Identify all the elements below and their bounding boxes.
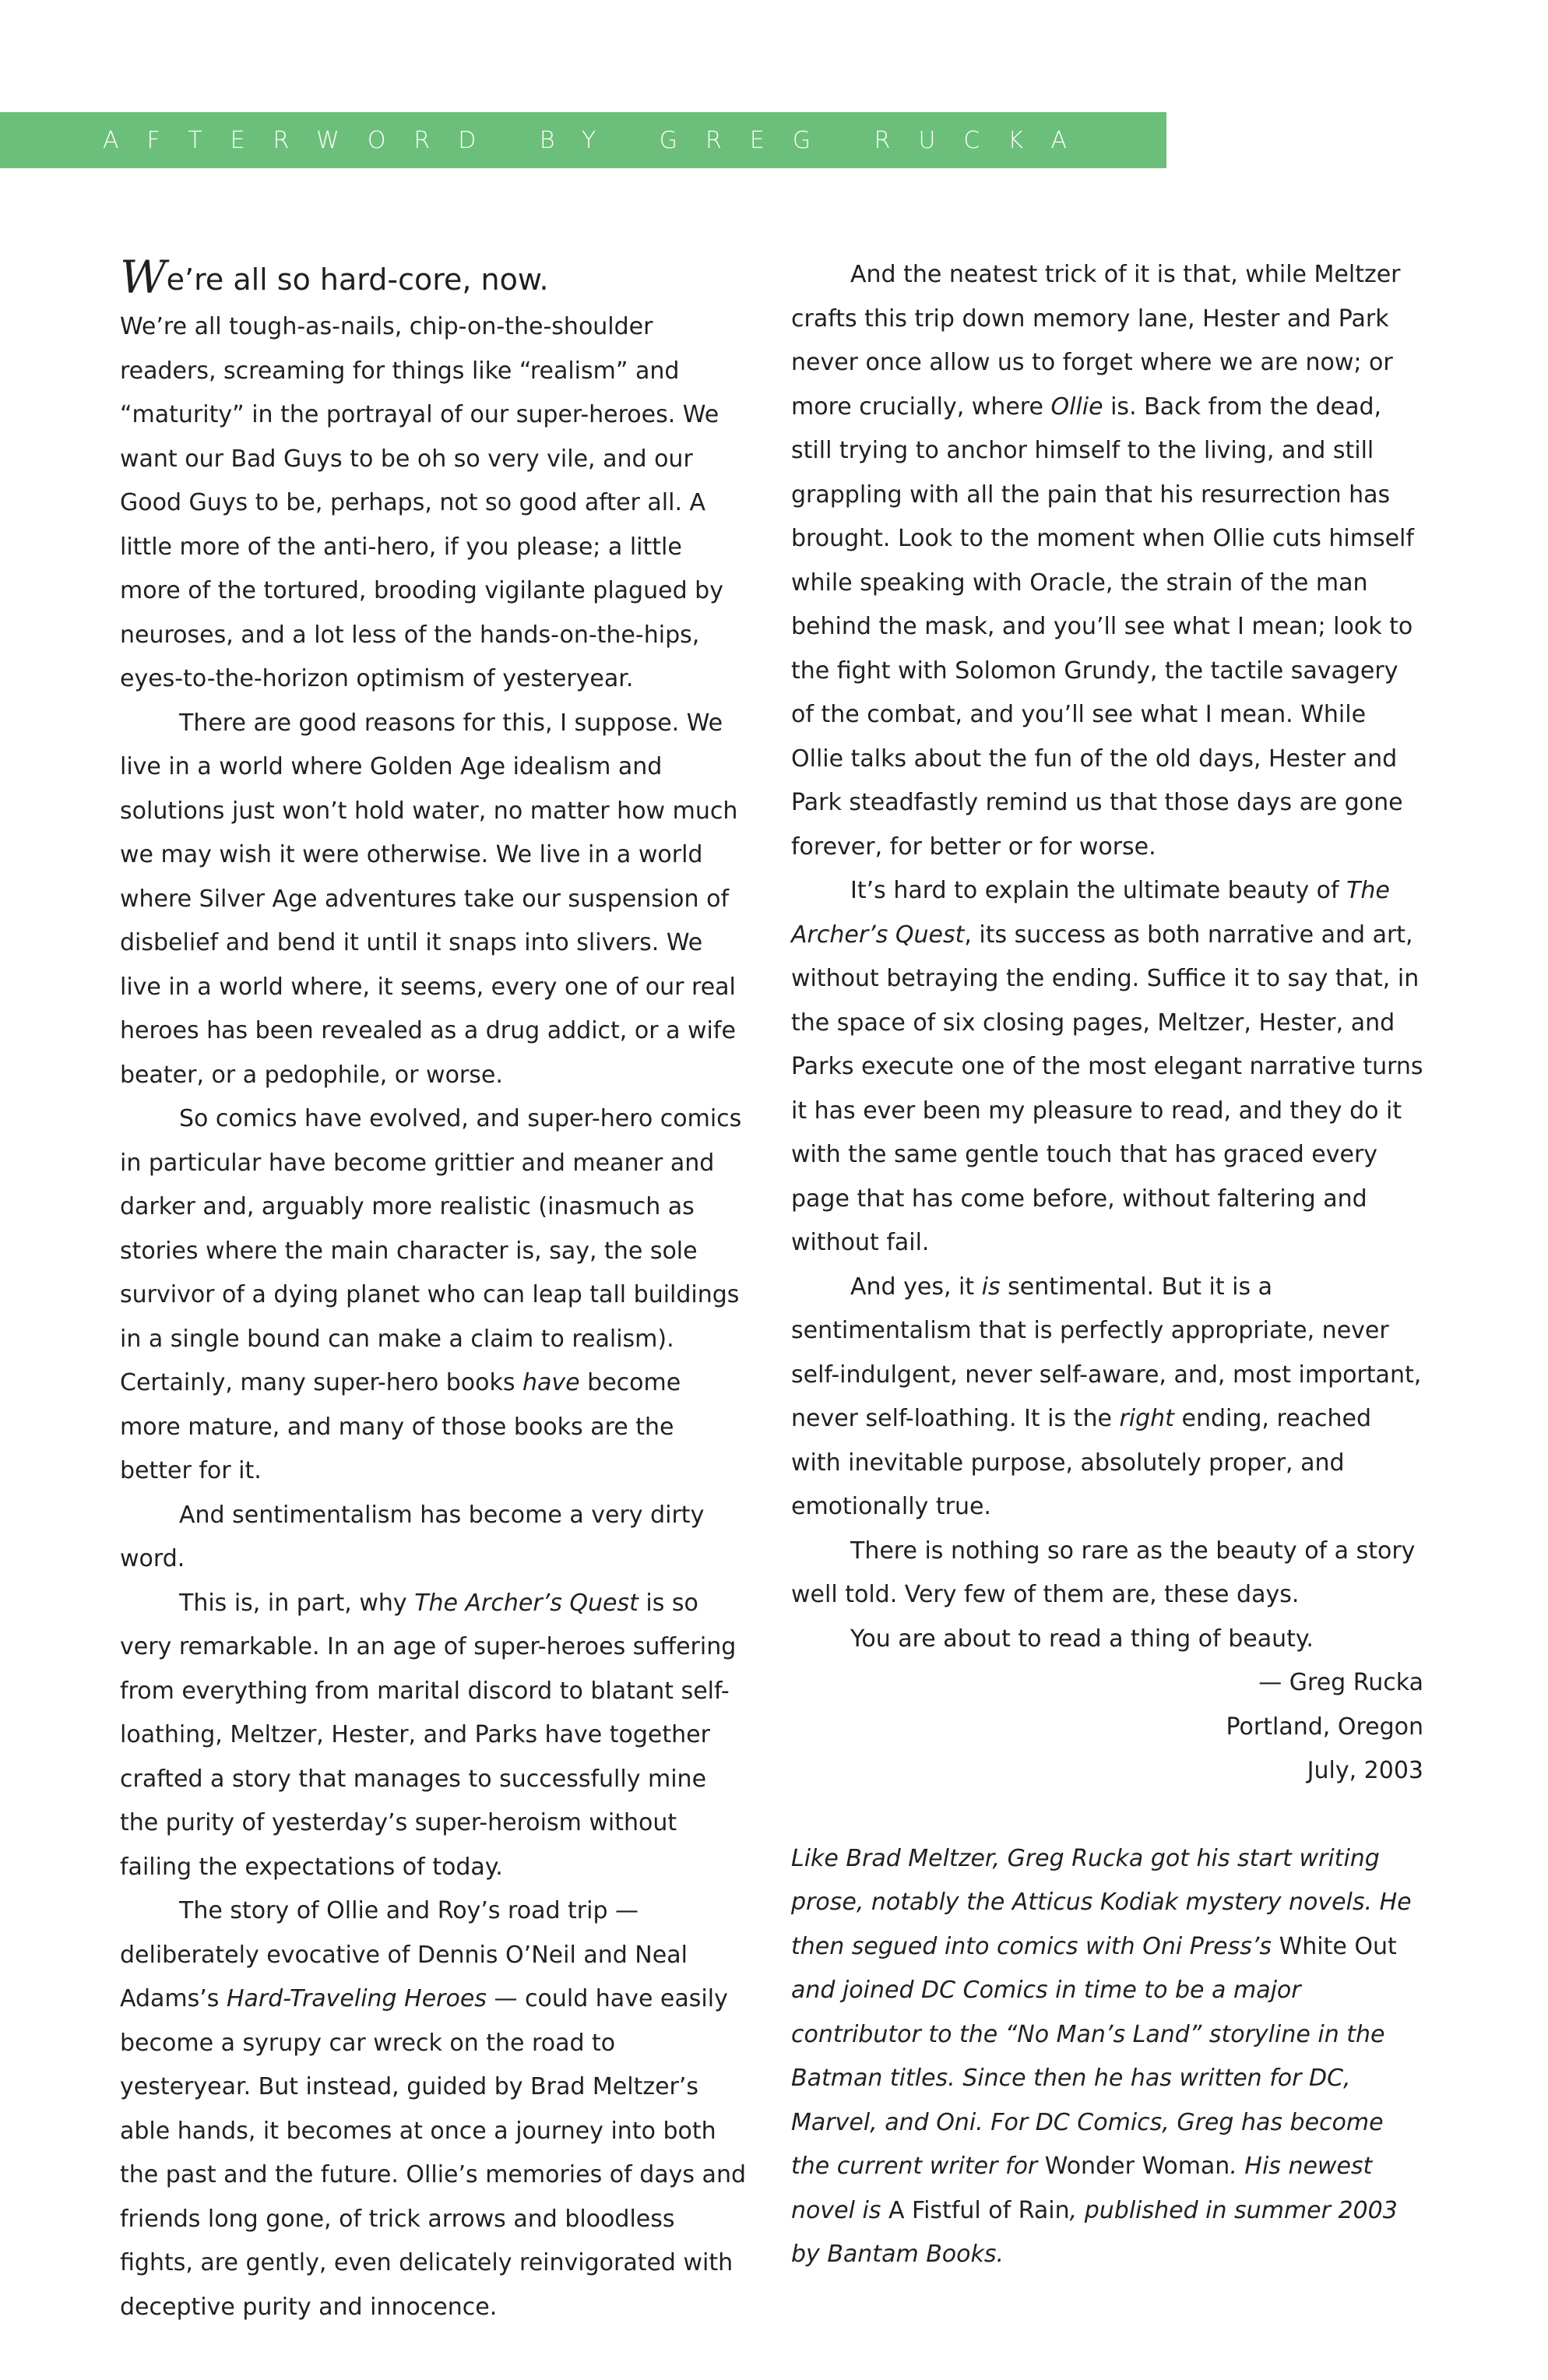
paragraph: There is nothing so rare as the beauty of a story well told. Very few of them are, these days. [791,1537,1416,1608]
opening-line-text: e’re all so hard-core, now. [166,262,549,297]
paragraph: This is, in part, why The Archer’s Quest is so very remarkable. In an age of super-heroes suffering from everything from marital discord to blatant self-loathing, Meltzer, Hester, and Parks have together crafted a story that manages to successfully mine the purity of yesterday’s super-heroism without failing the expectations of today. [120,1589,737,1881]
opening-line [120,253,748,304]
paragraph: So comics have evolved, and super-hero comics in particular have become grittier and meaner and darker and, arguably more realistic (inasmuch as stories where the main character is, say, the sole survivor of a dying planet who can leap tall buildings in a single bound can make a claim to realism). Certainly, many super-hero books have become more mature, and many of those books are the better for it. [120,1105,742,1484]
paragraph: It’s hard to explain the ultimate beauty of The Archer’s Quest, its success as both narrative and art, without betraying the ending. Suffice it to say that, in the space of six closing pages, Meltzer, Hester, and Parks execute one of the most elegant narrative turns it has ever been my pleasure to read, and they do it with the same gentle touch that has graced every page that has come before, without faltering and without fail. [791,877,1423,1256]
right-text-column [791,253,1423,2277]
left-text-column [120,253,748,2329]
paragraph: The story of Ollie and Roy’s road trip — deliberately evocative of Dennis O’Neil and Neal Adams’s Hard-Traveling Heroes — could have easily become a syrupy car wreck on the road to yesteryear. But instead, guided by Brad Meltzer’s able hands, it becomes at once a journey into both the past and the future. Ollie’s memories of days and friends long gone, of trick arrows and bloodless fights, are gently, even delicately reinvigorated with deceptive purity and innocence. [120,1897,746,2321]
paragraph: You are about to read a thing of beauty. [850,1625,1314,1653]
paragraph: We’re all tough-as-nails, chip-on-the-shoulder readers, screaming for things like “realism” and “maturity” in the portrayal of our super-heroes. We want our Bad Guys to be oh so very vile, and our Good Guys to be, perhaps, not so good after all. A little more of the anti-hero, if you please; a little more of the tortured, brooding vigilante plagued by neuroses, and a lot less of the hands-on-the-hips, eyes-to-the-horizon optimism of yesteryear. [120,313,723,692]
paragraph: And the neatest trick of it is that, while Meltzer crafts this trip down memory lane, Hester and Park never once allow us to forget where we are now; or more crucially, where Ollie is. Back from the dead, still trying to anchor himself to the living, and still grappling with all the pain that his resurrection has brought. Look to the moment when Ollie cuts himself while speaking with Oracle, the strain of the man behind the mask, and you’ll see what I mean; look to the fight with Solomon Grundy, the tactile savagery of the combat, and you’ll see what I mean. While Ollie talks about the fun of the old days, Hester and Park steadfastly remind us that those days are gone forever, for better or for worse. [791,261,1414,861]
chapter-header-band [0,112,1166,168]
signature-place: Portland, Oregon [1226,1713,1423,1741]
paragraph: And yes, it is sentimental. But it is a sentimentalism that is perfectly appropriate, never self-indulgent, never self-aware, and, most important, never self-loathing. It is the right ending, reached with inevitable purpose, absolutely proper, and emotionally true. [791,1273,1422,1520]
signature-date: July, 2003 [1307,1757,1423,1784]
paragraph: And sentimentalism has become a very dirty word. [120,1501,705,1572]
chapter-title: AFTERWORD BY GREG RUCKA [103,126,1096,154]
drop-cap: W [120,251,167,304]
paragraph: There are good reasons for this, I suppose. We live in a world where Golden Age idealism and solutions just won’t hold water, no matter how much we may wish it were otherwise. We live in a world where Silver Age adventures take our suspension of disbelief and bend it until it snaps into slivers. We live in a world where, it seems, every one of our real heroes has been revealed as a drug addict, or a wife beater, or a pedophile, or worse. [120,709,738,1089]
author-bio: Like Brad Meltzer, Greg Rucka got his start writing prose, notably the Atticus Kodiak mystery novels. He then segued into comics with Oni Press’s White Out and joined DC Comics in time to be a major contributor to the “No Man’s Land” storyline in the Batman titles. Since then he has written for DC, Marvel, and Oni. For DC Comics, Greg has become the current writer for Wonder Woman. His newest novel is A Fistful of Rain, published in summer 2003 by Bantam Books. [791,1844,1412,2268]
signature-name: — Greg Rucka [1258,1669,1423,1696]
